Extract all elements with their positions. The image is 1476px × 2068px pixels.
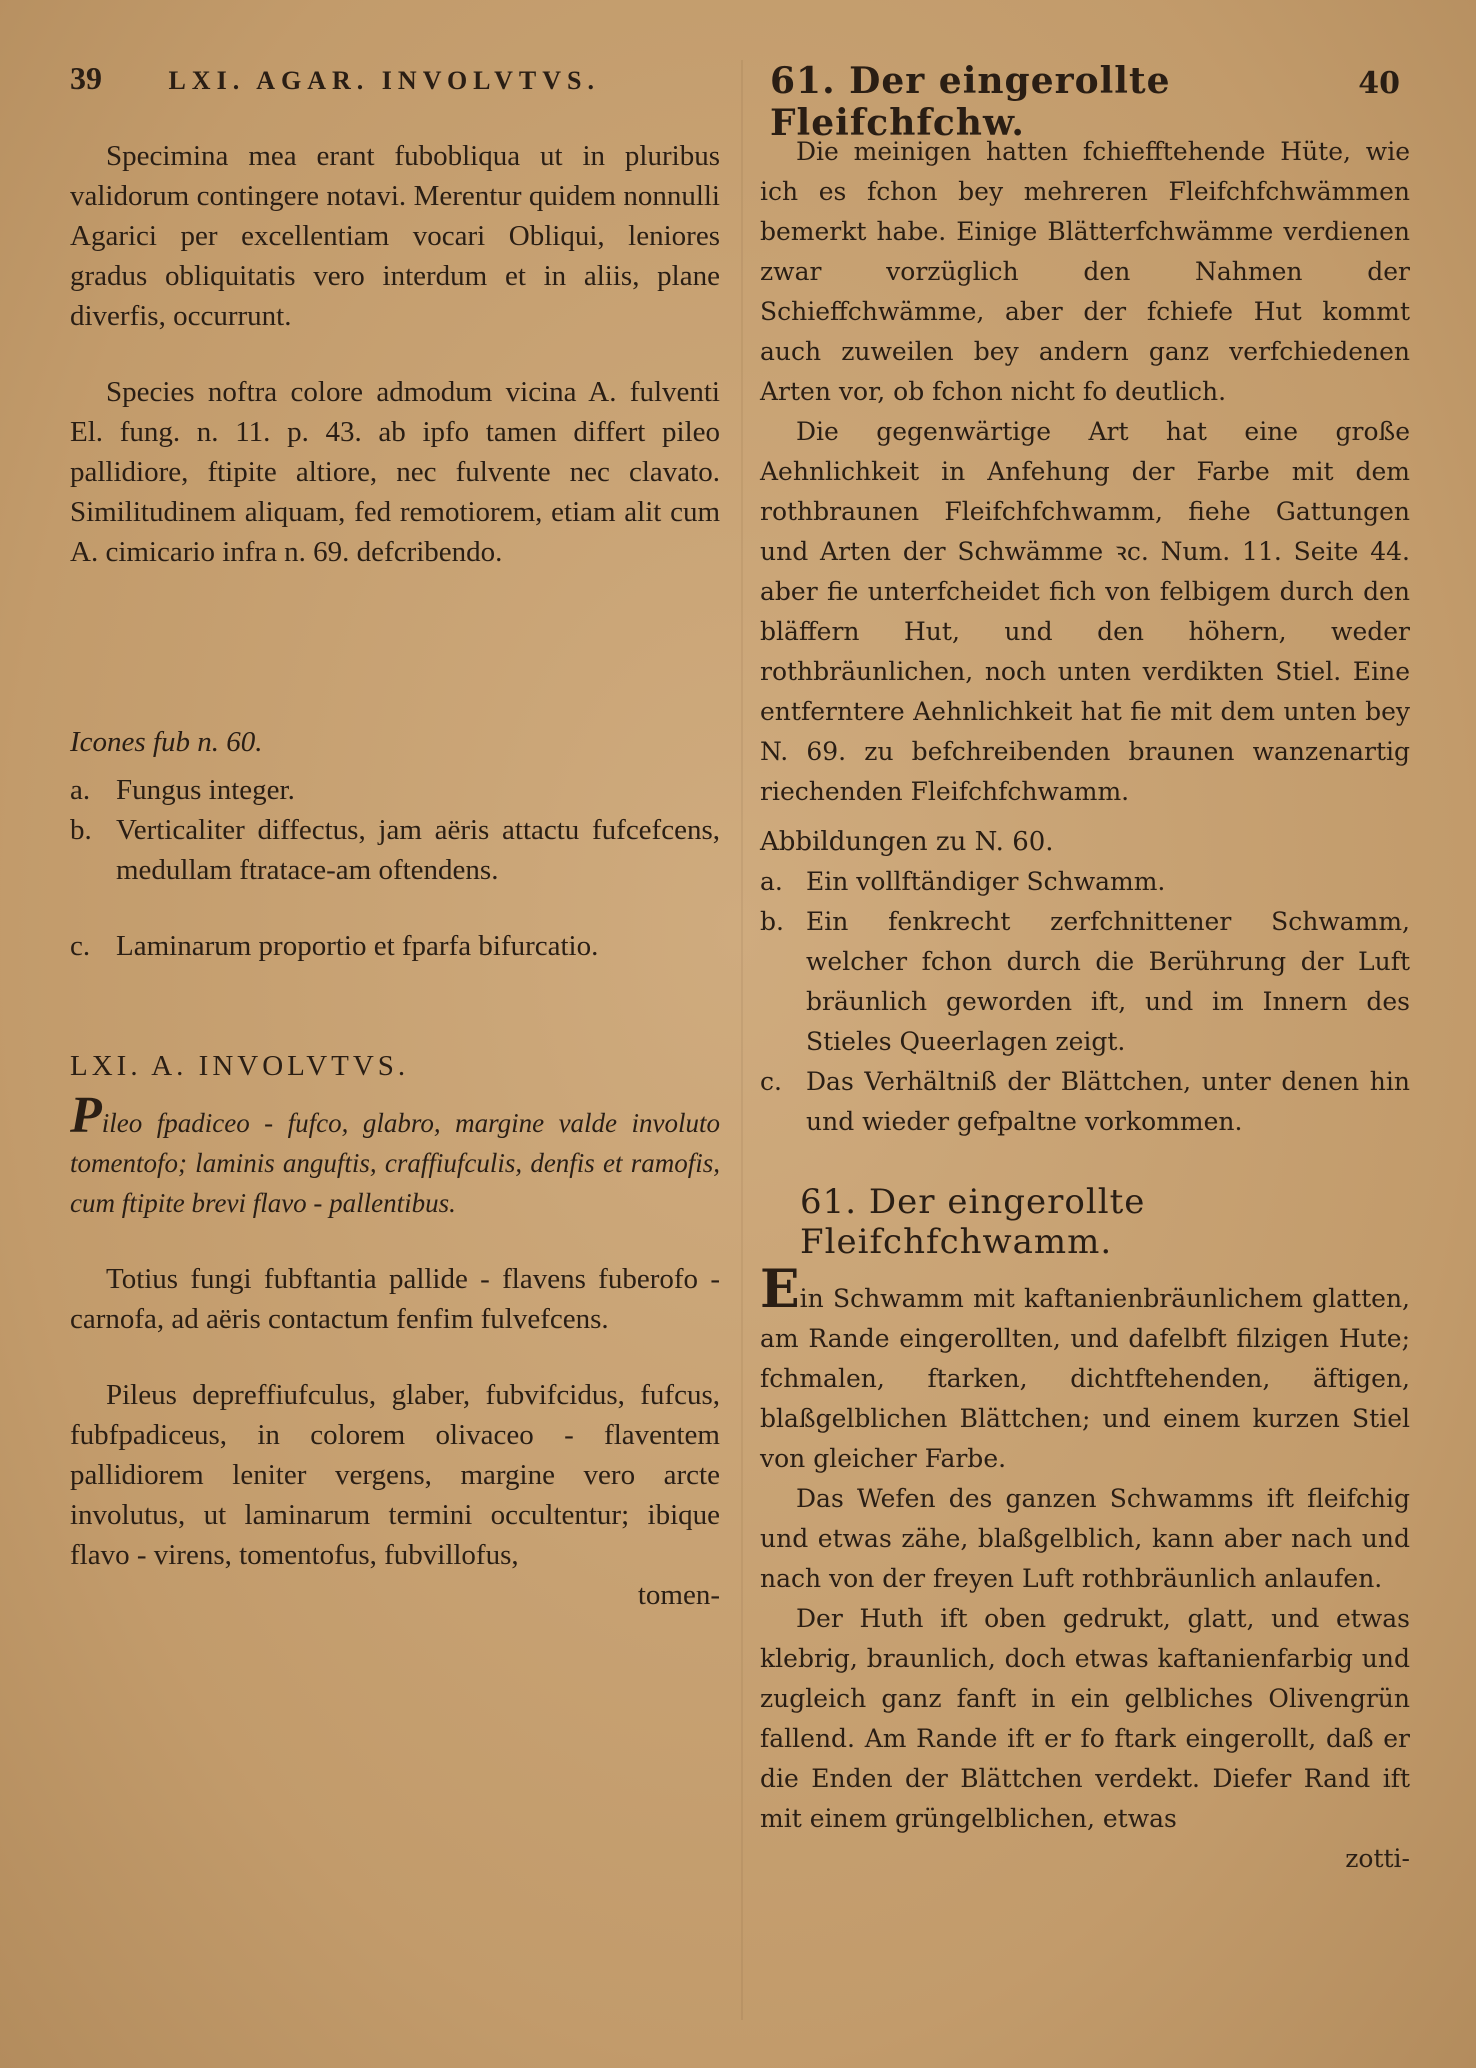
- left-paragraph-2: Species noftra colore admodum vicina A. fulventi El. fung. n. 11. p. 43. ab ipfo tamen differt pileo pallidiore, ftipite altiore, nec fulvente nec clavato. Similitudinem aliquam, fed remotiorem, etiam alit cum A. cimicario infra n. 69. defcribendo.: [70, 376, 720, 568]
- gutter: [741, 60, 743, 2020]
- left-dropcap: P: [70, 1087, 102, 1144]
- left-paragraph-1: Specimina mea erant fubobliqua ut in pluribus validorum contingere notavi. Merentur quidem nonnulli Agarici per excellentiam vocari Obliqui, leniores gradus obliquitatis vero interdum et in aliis, plane diverfis, occurrunt.: [70, 140, 720, 332]
- left-running-title: LXI. AGAR. INVOLVTVS.: [168, 66, 600, 95]
- left-diagnosis: Pileo fpadiceo - fufco, glabro, margine valde involuto tomentofo; laminis anguftis, craffiufculis, denfis et ramofis, cum ftipite brevi flavo - pallentibus.: [70, 1087, 720, 1218]
- left-icon-item-b: b. Verticaliter diffectus, jam aëris attactu fufcefcens, medullam ftratace-am oftendens.: [70, 814, 720, 886]
- right-page-number: 40: [1358, 66, 1400, 101]
- right-paragraph-1: Die meinigen hatten fchiefftehende Hüte, wie ich es fchon bey mehreren Fleifchfchwämmen bemerkt habe. Einige Blätterfchwämme verdienen zwar vorzüglich den Nahmen der Schieffchwämme, aber der fchiefe Hut kommt auch zuweilen bey andern ganz verfchiedenen Arten vor, ob fchon nicht fo deutlich.: [760, 137, 1410, 406]
- left-icons-title: Icones fub n. 60.: [70, 726, 263, 758]
- left-page-number: 39: [70, 60, 102, 96]
- right-icon-item-c: c. Das Verhältniß der Blättchen, unter denen hin und wieder gefpaltne vorkommen.: [760, 1067, 1410, 1136]
- right-diagnosis: Ein Schwamm mit kaftanienbräunlichem glatten, am Rande eingerollten, und dafelbft filzigen Hute; fchmalen, ftarken, dichtftehenden, äftigen, blaßgelblichen Blättchen; und einem kurzen Stiel von gleicher Farbe.: [760, 1259, 1410, 1473]
- right-header: [760, 60, 1410, 144]
- right-page: [760, 60, 1410, 1879]
- right-running-title: 61. Der eingerollte Fleifchfchw.: [770, 60, 1171, 144]
- right-paragraph-3: Das Wefen des ganzen Schwamms ift fleifchig und etwas zähe, blaßgelblich, kann aber nach und nach von der freyen Luft rothbräunlich anlaufen.: [760, 1484, 1410, 1593]
- right-section-title: 61. Der eingerollte Fleifchfchwamm.: [800, 1182, 1146, 1262]
- right-dropcap: E: [760, 1259, 800, 1320]
- left-paragraph-3: Totius fungi fubftantia pallide - flavens fuberofo - carnofa, ad aëris contactum fenfim fulvefcens.: [70, 1263, 720, 1335]
- left-icon-item-c: c. Laminarum proportio et fparfa bifurcatio.: [70, 930, 599, 962]
- left-paragraph-4: Pileus depreffiufculus, glaber, fubvifcidus, fufcus, fubfpadiceus, in colorem olivaceo - flaventem pallidiorem leniter vergens, margine vero arcte involutus, ut laminarum termini occultentur; ibique flavo - virens, tomentofus, fubvillofus,: [70, 1379, 720, 1571]
- left-section-title: LXI. A. INVOLVTVS.: [70, 1050, 410, 1082]
- left-header: [70, 60, 720, 118]
- right-icon-item-a: a. Ein vollftändiger Schwamm.: [760, 867, 1166, 896]
- right-icons-title: Abbildungen zu N. 60.: [760, 827, 1054, 857]
- left-catchword: tomen-: [637, 1579, 720, 1611]
- right-icon-item-b: b. Ein fenkrecht zerfchnittener Schwamm, welcher fchon durch die Berührung der Luft bräunlich geworden ift, und im Innern des Stieles Queerlagen zeigt.: [760, 907, 1410, 1056]
- right-paragraph-2: Die gegenwärtige Art hat eine große Aehnlichkeit in Anfehung der Farbe mit dem rothbraunen Fleifchfchwamm, fiehe Gattungen und Arten der Schwämme ꝛc. Num. 11. Seite 44. aber fie unterfcheidet fich von felbigem durch den bläffern Hut, und den höhern, weder rothbräunlichen, noch unten verdikten Stiel. Eine entferntere Aehnlichkeit hat fie mit dem unten bey N. 69. zu befchreibenden braunen wanzenartig riechenden Fleifchfchwamm.: [760, 417, 1410, 806]
- left-icon-item-a: a. Fungus integer.: [70, 774, 295, 806]
- left-page: [70, 60, 720, 1615]
- right-catchword: zotti-: [1345, 1844, 1410, 1873]
- right-paragraph-4: Der Huth ift oben gedrukt, glatt, und etwas klebrig, braunlich, doch etwas kaftanienfarbig und zugleich ganz fanft in ein gelbliches Olivengrün fallend. Am Rande ift er fo ftark eingerollt, daß er die Enden der Blättchen verdekt. Diefer Rand ift mit einem grüngelblichen, etwas: [760, 1604, 1410, 1833]
